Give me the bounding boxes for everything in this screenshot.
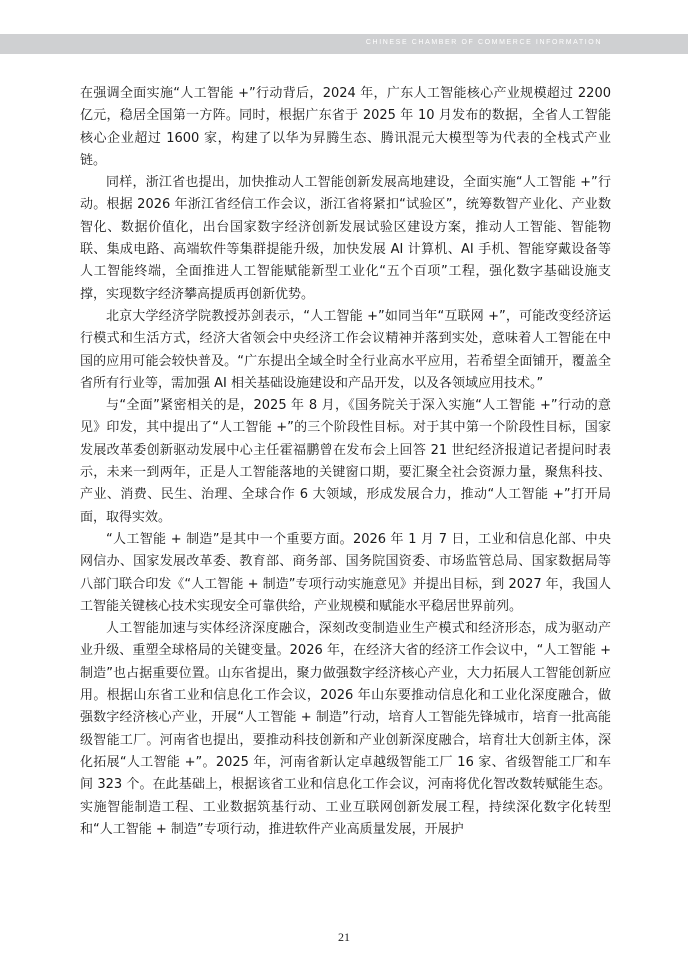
paragraph-6: 人工智能加速与实体经济深度融合，深刻改变制造业生产模式和经济形态，成为驱动产业升级、重塑全球格局的关键变量。2026 年，在经济大省的经济工作会议中，“人工智能 + 制造”也占据重要位置。山东省提出，聚力做强数字经济核心产业，大力拓展人工智能创新应用。根据山东省工业和信息化工作会议，2026 年山东要推动信息化和工业化深度融合，做强数字经济核心产业，开展“人工智能 + 制造”行动，培育人工智能先锋城市，培育一批高能级智能工厂。河南省也提出，要推动科技创新和产业创新深度融合，培育壮大创新主体，深化拓展“人工智能 +”。2025 年，河南省新认定卓越级智能工厂 16 家、省级智能工厂和车间 323 个。在此基础上，根据该省工业和信息化工作会议，河南将优化智改数转赋能生态。实施智能制造工程、工业数据筑基行动、工业互联网创新发展工程，持续深化数字化转型和“人工智能 + 制造”专项行动，推进软件产业高质量发展，开展护 xyxy=(80,621,611,837)
paragraph-3: 北京大学经济学院教授苏剑表示，“人工智能 +”如同当年“互联网 +”，可能改变经济运行模式和生活方式，经济大省领会中央经济工作会议精神并落到实处，意味着人工智能在中国的应用可能会较快普及。“广东提出全域全时全行业高水平应用，若希望全面铺开，覆盖全省所有行业等，需加强 AI 相关基础设施建设和产品开发，以及各领域应用技术。” xyxy=(80,308,611,391)
paragraph-5: “人工智能 + 制造”是其中一个重要方面。2026 年 1 月 7 日，工业和信息化部、中央网信办、国家发展改革委、教育部、商务部、国务院国资委、市场监管总局、国家数据局等八部门联合印发《“人工智能 + 制造”专项行动实施意见》并提出目标，到 2027 年，我国人工智能关键核心技术实现安全可靠供给，产业规模和赋能水平稳居世界前列。 xyxy=(80,531,611,614)
paragraph-4: 与“全面”紧密相关的是，2025 年 8 月，《国务院关于深入实施“人工智能 +”行动的意见》印发，其中提出了“人工智能 +”的三个阶段性目标。对于其中第一个阶段性目标，国家发展改革委创新驱动发展中心主任霍福鹏曾在发布会上回答 21 世纪经济报道记者提问时表示，未来一到两年，正是人工智能落地的关键窗口期，要汇聚全社会资源力量，聚焦科技、产业、消费、民生、治理、全球合作 6 大领域，形成发展合力，推动“人工智能 +”打开局面，取得实效。 xyxy=(80,398,611,525)
header-band xyxy=(0,34,688,54)
article-body xyxy=(80,83,611,841)
publication-title: CHINESE CHAMBER OF COMMERCE INFORMATION xyxy=(365,39,602,46)
paragraph-2: 同样，浙江省也提出，加快推动人工智能创新发展高地建设，全面实施“人工智能 +”行动。根据 2026 年浙江省经信工作会议，浙江省将紧扣“试验区”，统筹数智产业化、产业数智化、数据价值化，出台国家数字经济创新发展试验区建设方案，推动人工智能、智能物联、集成电路、高端软件等集群提能升级，加快发展 AI 计算机、AI 手机、智能穿戴设备等人工智能终端，全面推进人工智能赋能新型工业化“五个百项”工程，强化数字基础设施支撑，实现数字经济攀高提质再创新优势。 xyxy=(80,175,611,302)
paragraph-1: 在强调全面实施“人工智能 +”行动背后，2024 年，广东人工智能核心产业规模超过 2200 亿元，稳居全国第一方阵。同时，根据广东省于 2025 年 10 月发布的数据，全省人工智能核心企业超过 1600 家，构建了以华为昇腾生态、腾讯混元大模型等为代表的全栈式产业链。 xyxy=(80,86,611,168)
page-number: 21 xyxy=(338,930,350,944)
